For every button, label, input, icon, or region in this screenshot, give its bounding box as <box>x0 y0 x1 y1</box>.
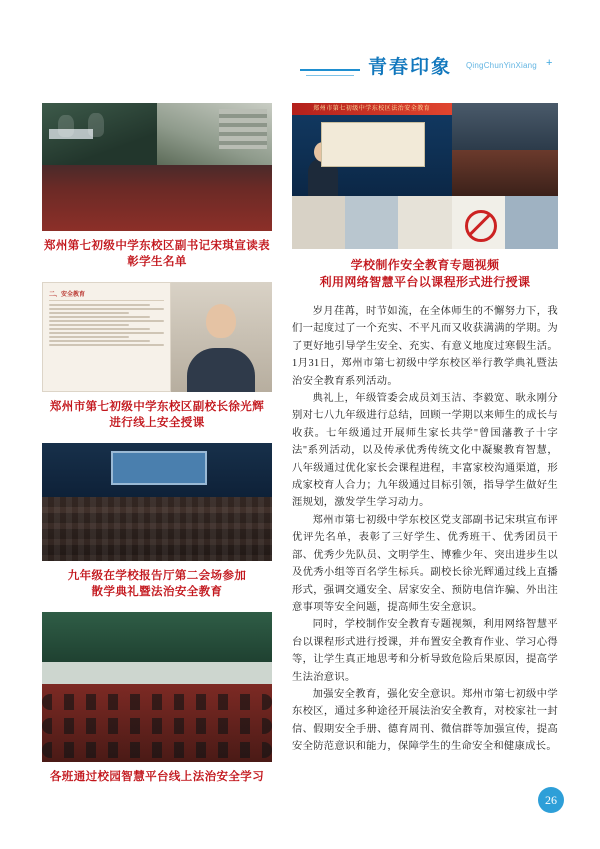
video-cell-anchor <box>292 103 452 196</box>
left-column <box>42 103 272 797</box>
document-text-line <box>49 304 150 306</box>
document-title: 二、安全教育 <box>49 289 164 301</box>
article-paragraph: 郑州市第七初级中学东校区党支部副书记宋琪宣布评优评先名单，表彰了三好学生、优秀班干、优秀团员干部、优秀少先队员、文明学生、博雅少年、突出进步生以及优秀小组等百名学生标兵。副校长徐光辉通过线上直播形式，强调交通安全、居家安全、预防电信诈骗、外出注意事项等安全问题，提高师生安全意识。 <box>292 514 558 613</box>
caption-photo-4: 各班通过校园智慧平台线上法治安全学习 <box>49 771 265 783</box>
photo-auditorium-graduation-ceremony <box>42 443 272 561</box>
teacher-portrait <box>171 282 272 392</box>
article-paragraph: 同时，学校制作安全教育专题视频，利用网络智慧平台以课程形式进行授课，并布置安全教育作业、学习心得等，让学生真正地思考和分析导致危险后果原因，提高学生法治意识。 <box>292 619 558 683</box>
video-banner: 郑州市第七初级中学东校区法治安全教育 <box>292 103 452 115</box>
caption-photo-1: 郑州第七初级中学东校区副书记宋琪宣读表彰学生名单 <box>43 240 271 268</box>
photo-panel-school-building <box>157 103 272 165</box>
video-cell-activity <box>452 150 558 197</box>
student-row <box>42 694 272 710</box>
plus-icon: + <box>546 57 553 69</box>
page-subtitle: QingChunYinXiang <box>466 61 537 70</box>
article-paragraph: 加强安全教育，强化安全意识。郑州市第七初级中学东校区，通过多种途径开展法治安全教育，对校家社一封信、假期安全手册、德育周刊、微信群等加强宣传，提高安全防范意识和能力，保障学生的生命安全和健康成长。 <box>292 688 558 753</box>
document-text-line <box>49 344 164 346</box>
article-paragraph: 岁月荏苒，时节如流，在全体师生的不懈努力下，我们一起度过了一个充实、不平凡而又收获满满的学期。为了更好地引导学生安全、充实、有意义地度过寒假生活。1月31日，郑州市第七初级中学东校区举行教学典礼暨法治安全教育系列活动。 <box>292 306 558 387</box>
classroom-wall <box>42 662 272 686</box>
article-paragraph: 典礼上，年级管委会成员刘玉洁、李毅宽、耿永刚分别对七八九年级进行总结，回顾一学期以来师生的成长与收获。七年级通过开展师生家长共学"曾国藩教子十字法"系列活动，以及传承优秀传统文化中凝聚教育智慧，八年级通过优化家长会课程进程，丰富家校沟通渠道，形成家校育人合力；九年级通过目标引领，指导学生做好生涯规划，激发学生学习动力。 <box>292 393 558 509</box>
video-cell-poster-3 <box>398 196 451 249</box>
document-text-line <box>49 308 164 310</box>
caption-photo-2: 郑州市第七初级中学东校区副校长徐光辉 进行线上安全授课 <box>49 401 265 429</box>
portrait-head <box>206 304 236 338</box>
document-text-line <box>49 312 129 314</box>
person-shape <box>58 115 74 137</box>
video-cell-no-smoking <box>452 196 505 249</box>
document-text-line <box>49 340 150 342</box>
person-shape <box>88 113 104 137</box>
document-text-line <box>49 328 150 330</box>
document-text-line <box>49 336 129 338</box>
video-cell-poster-2 <box>345 196 398 249</box>
photo-panel-classroom <box>42 103 157 165</box>
document-text-line <box>49 324 129 326</box>
seats-pattern <box>42 497 272 561</box>
prohibition-icon <box>465 210 497 242</box>
photo-safety-education-document-and-teacher <box>42 282 272 392</box>
caption-video-grid: 学校制作安全教育专题视频 利用网络智慧平台以课程形式进行授课 <box>319 258 531 289</box>
header-rule-secondary <box>306 75 354 76</box>
stage-area <box>42 443 272 497</box>
photo-classroom-students-online-learning <box>42 612 272 762</box>
portrait-body <box>187 348 255 392</box>
building-shape <box>219 109 267 149</box>
video-book-graphic <box>321 122 425 167</box>
student-row <box>42 742 272 758</box>
projection-screen <box>111 451 207 485</box>
photo-safety-education-video-grid <box>292 103 558 249</box>
blackboard <box>42 612 272 662</box>
page-number: 26 <box>538 787 564 813</box>
safety-education-document <box>42 282 171 392</box>
header-rule-primary <box>300 69 360 71</box>
page-title: 青春印象 <box>368 57 453 78</box>
video-cell-poster-1 <box>292 196 345 249</box>
document-text-line <box>49 316 150 318</box>
caption-photo-3: 九年级在学校报告厅第二会场参加 散学典礼暨法治安全教育 <box>67 570 247 598</box>
video-cell-poster-5 <box>505 196 558 249</box>
document-text-line <box>49 320 164 322</box>
audience-hall <box>42 497 272 561</box>
photo-panel-assembly-students <box>42 165 272 231</box>
students-area <box>42 684 272 762</box>
article-body <box>292 303 558 756</box>
page-header <box>300 52 560 86</box>
document-text-line <box>49 332 164 334</box>
student-row <box>42 718 272 734</box>
photo-school-party-committee-meeting <box>42 103 272 231</box>
video-cell-classroom <box>452 103 558 150</box>
right-column <box>292 103 558 756</box>
